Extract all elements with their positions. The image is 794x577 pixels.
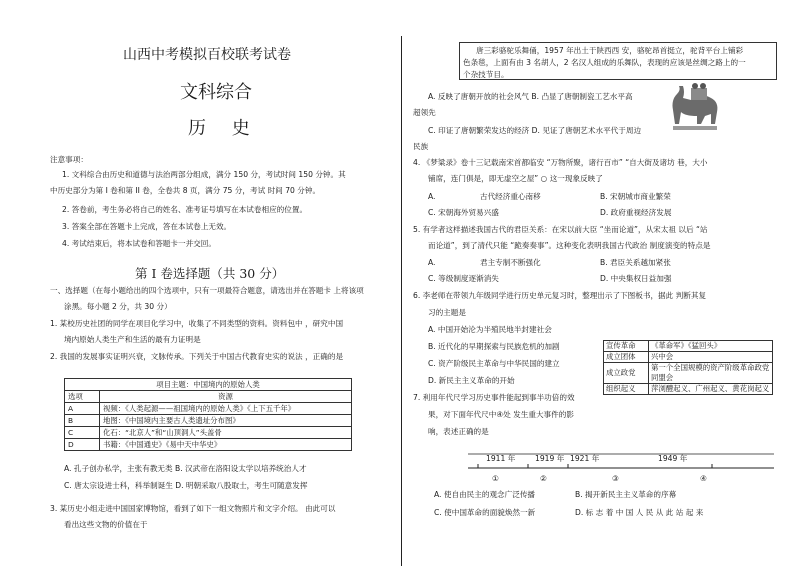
- subject-title: 文科综合: [180, 82, 252, 103]
- q7-option: C. 使中国革命的面貌焕然一新: [434, 508, 536, 517]
- table-row: [65, 403, 352, 415]
- q3-line: 3. 某历史小组走进中国国家博物馆，看到了如下一组文物照片和文字介绍。 由此可以: [50, 504, 336, 513]
- q7-line: 7. 利用年代尺学习历史事件能起到事半功倍的效: [413, 393, 575, 402]
- q5-option: D. 中央集权日益加强: [600, 274, 672, 283]
- q3-option-line: C. 印证了唐朝繁荣发达的经济 D. 见证了唐朝艺术水平代于周边: [428, 126, 642, 135]
- notes-line: 4. 考试结束后，将本试卷和答题卡一并交回。: [62, 239, 216, 248]
- exam-title: 山西中考模拟百校联考试卷: [123, 47, 291, 63]
- section-title: 第 I 卷选择题（共 30 分）: [135, 266, 285, 281]
- timeline-mark: ②: [540, 474, 547, 483]
- q6-option: C. 资产阶级民主革命与中华民国的建立: [428, 359, 560, 368]
- timeline-label: 1949 年: [658, 454, 688, 463]
- camel-figurine-image: [665, 80, 725, 138]
- q7-option: B. 揭开新民主主义革命的序幕: [575, 490, 677, 499]
- table-cell: 书籍：《中国通史》《易中天中华史》: [100, 439, 352, 451]
- table-cell: 《革命军》《猛回头》: [649, 341, 773, 352]
- q4-option: C. 宋朝海外贸易兴盛: [428, 208, 499, 217]
- table-cell: 成立政党: [604, 363, 649, 384]
- box-line: 唐三彩骆驼乐舞俑，1957 年出土于陕西西 安，骆驼昂首挺立，驼背平台上铺彩: [476, 46, 744, 55]
- table-header: 选项: [65, 391, 100, 403]
- q5-line: 而论道”，到了清代只能 “跪奏奏事”。这种变化表明我国古代政治 制度演变的特点是: [428, 241, 711, 250]
- q6-option: B. 近代化的早期探索与民族危机的加剧: [428, 342, 560, 351]
- table-row: [604, 363, 773, 384]
- timeline-mark: ④: [700, 474, 707, 483]
- table-header-row: [65, 391, 352, 403]
- table-cell: 第一个全国规模的资产阶级革命政党同盟会: [649, 363, 773, 384]
- intro-line: 一、选择题（在每小题给出的四个选项中，只有一项最符合题意，请选出并在答题卡 上将该项: [50, 286, 364, 295]
- q4-option: D. 政府重视经济发展: [600, 208, 672, 217]
- q4-line: 铺席，连门俱是，即无虚空之屋” ○ 这一现象反映了: [428, 174, 603, 183]
- notes-line: 1. 文科综合由历史和道德与法治两部分组成，满分 150 分，考试时间 150 分钟。其: [62, 170, 346, 179]
- source-table: [64, 378, 352, 451]
- q2-options: C. 唐太宗设进士科，科举制诞生 D. 明朝采取八股取士，考生可随意发挥: [64, 481, 308, 490]
- table-row: [65, 439, 352, 451]
- timeline-label: 1921 年: [570, 454, 600, 463]
- column-divider: [401, 36, 402, 566]
- table-cell: D: [65, 439, 100, 451]
- table-row: [604, 341, 773, 352]
- box-line: 个杂技节目。: [463, 70, 509, 79]
- q7-option: D. 标 志 着 中 国 人 民 从 此 站 起 来: [575, 508, 704, 517]
- table-cell: 萍浏醴起义、广州起义、黄花岗起义: [649, 384, 773, 395]
- q1-line: 1. 某校历史社团的同学在项目化学习中，收集了不同类型的资料。资料包中 ，研究中国: [50, 319, 344, 328]
- notes-line: 3. 答案全部在答题卡上完成，答在本试卷上无效。: [62, 222, 232, 231]
- q4-line: 4. 《梦粱录》卷十三记载南宋首都临安 “万物所聚，诸行百市” “自大街及诸坊 巷，大小: [413, 158, 708, 167]
- q5-option: 君主专制不断强化: [480, 258, 541, 267]
- intro-line: 涂黑。每小题 2 分，共 30 分）: [64, 302, 172, 311]
- table-cell: 宣传革命: [604, 341, 649, 352]
- q4-option: A.: [428, 192, 436, 201]
- table-cell: 组织起义: [604, 384, 649, 395]
- q6-line: 6. 李老师在带领九年级同学进行历史单元复习时，整理出示了下图板书，据此 判断其复: [413, 291, 707, 300]
- table-cell: B: [65, 415, 100, 427]
- q7-line: 果，对下面年代尺中④处 发生重大事件的影: [428, 410, 574, 419]
- table-row: [604, 352, 773, 363]
- table-cell: 地图：《中国境内主要古人类遗址分布图》: [100, 415, 352, 427]
- blackboard-table: [603, 340, 773, 395]
- q6-option: A. 中国开始沦为半殖民地半封建社会: [428, 325, 552, 334]
- q1-line: 境内原始人类生产和生活的最有力证明是: [64, 335, 201, 344]
- q3-option-line: 民族: [413, 142, 429, 151]
- q5-option: B. 君臣关系越加紧张: [600, 258, 671, 267]
- q6-option: D. 新民主主义革命的开始: [428, 376, 515, 385]
- q7-option: A. 使自由民主的观念广泛传播: [434, 490, 536, 499]
- q7-line: 响，表述正确的是: [428, 427, 489, 436]
- subsubject-title: 历 史: [188, 118, 260, 139]
- notes-heading: 注意事项：: [50, 155, 88, 164]
- table-cell: 兴中会: [649, 352, 773, 363]
- table-cell: 视频：《人类起源——祖国境内的原始人类》《上下五千年》: [100, 403, 352, 415]
- table-cell: 化石：“北京人”和“山顶洞人”头盖骨: [100, 427, 352, 439]
- timeline-label: 1911 年: [486, 454, 516, 463]
- q4-option: 古代经济重心南移: [480, 192, 541, 201]
- table-cell: C: [65, 427, 100, 439]
- table-row: [65, 427, 352, 439]
- table-caption: 项目主题：中国境内的原始人类: [65, 379, 352, 391]
- q6-line: 习的主题是: [428, 308, 466, 317]
- table-row: [65, 415, 352, 427]
- q3-option-line: 超领先: [413, 108, 436, 117]
- timeline-label: 1919 年: [535, 454, 565, 463]
- table-cell: 成立团体: [604, 352, 649, 363]
- box-line: 色条毯，上面有由 3 名胡人，2 名汉人组成的乐舞队，表现的应该是丝绸之路上的一: [463, 58, 746, 67]
- q3-option-line: A. 反映了唐朝开放的社会风气 B. 凸显了唐朝制瓷工艺水平高: [428, 92, 633, 101]
- notes-line: 中历史部分为第 I 卷和第 II 卷，全卷共 8 页，满分 75 分，考试 时间 70 分钟。: [50, 186, 321, 195]
- table-row: [604, 384, 773, 395]
- timeline-mark: ①: [492, 474, 499, 483]
- q2-options: A. 孔子创办私学，主张有教无类 B. 汉武帝在洛阳设太学以培养统治人才: [64, 464, 307, 473]
- q2-line: 2. 我国的发展事实证明兴衰，文脉传承。下列关于中国古代教育史实的说法 ，正确的是: [50, 352, 344, 361]
- q4-option: B. 宋朝城市商业繁荣: [600, 192, 671, 201]
- notes-line: 2. 答卷前，考生务必将自己的姓名、准考证号填写在本试卷相应的位置。: [62, 205, 308, 214]
- q5-option: A.: [428, 258, 436, 267]
- q5-option: C. 等级制度逐渐消失: [428, 274, 499, 283]
- table-cell: A: [65, 403, 100, 415]
- q3-line: 看出这些文物的价值在于: [64, 520, 148, 529]
- timeline-mark: ③: [612, 474, 619, 483]
- q5-line: 5. 有学者这样描述我国古代的君臣关系：在宋以前大臣 “坐而论道”，从宋太祖 以后 “站: [413, 225, 708, 234]
- table-header: 资源: [100, 391, 352, 403]
